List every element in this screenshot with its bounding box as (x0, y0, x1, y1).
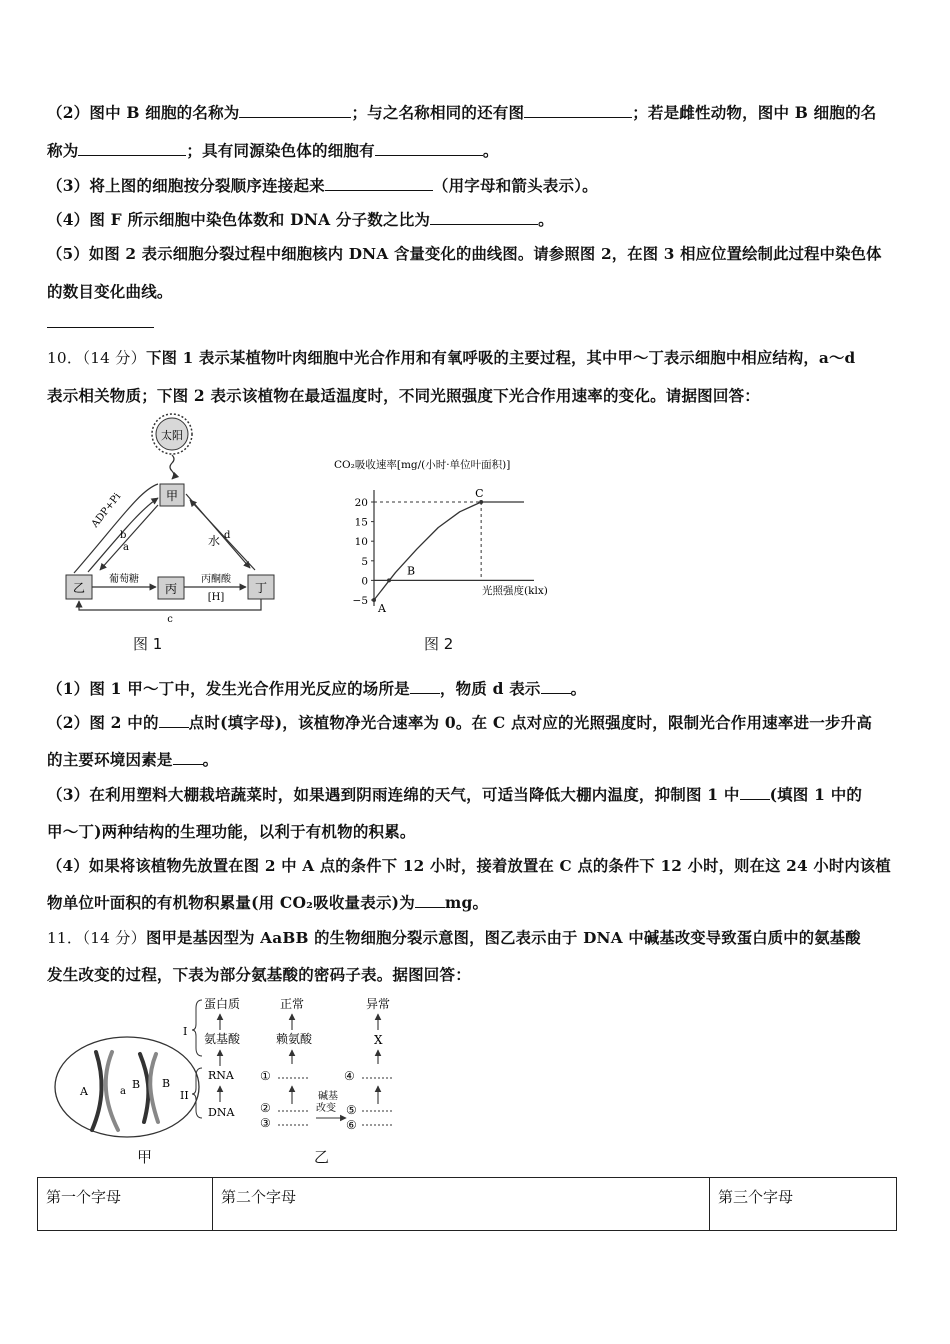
q10-intro-line2: 表示相关物质；下图 2 表示该植物在最适温度时，不同光照强度下光合作用速率的变化。请据图回答： (47, 386, 760, 405)
svg-text:丙: 丙 (164, 582, 178, 596)
box-yi (66, 575, 92, 599)
svg-text:RNA: RNA (208, 1069, 234, 1082)
svg-text:b: b (120, 530, 127, 541)
svg-text:c: c (167, 614, 173, 625)
q9-part2-line1: （2）图中 B 细胞的名称为 ；与之名称相同的还有图 ；若是雌性动物，图中 B 细胞的名 (47, 103, 877, 122)
q10-sub4-line2: 物单位叶面积的有机物积累量(用 CO₂吸收量表示)为 mg。 (47, 893, 489, 912)
svg-text:甲: 甲 (165, 489, 179, 503)
y-tick-label: −5 (352, 595, 368, 607)
box-jia (160, 484, 184, 506)
q10-sub1: （1）图 1 甲～丁中，发生光合作用光反应的场所是 ，物质 d 表示 。 (47, 679, 587, 698)
svg-text:太阳: 太阳 (161, 429, 183, 442)
svg-text:碱基: 碱基 (318, 1091, 338, 1102)
svg-text:④: ④ (344, 1069, 355, 1083)
box-ding (248, 575, 274, 599)
q9-part5-line2: 的数目变化曲线。 (47, 282, 173, 301)
svg-text:B: B (162, 1077, 171, 1090)
svg-text:丁: 丁 (254, 581, 268, 595)
svg-text:B: B (132, 1078, 141, 1091)
q11-intro-line2: 发生改变的过程，下表为部分氨基酸的密码子表。据图回答： (47, 965, 471, 984)
chart-xlabel: 光照强度(klx) (482, 585, 548, 597)
svg-text:X: X (374, 1033, 383, 1047)
y-tick-label: 0 (361, 575, 368, 588)
point-B (387, 578, 391, 582)
y-tick-label: 5 (361, 555, 368, 568)
svg-text:DNA: DNA (208, 1106, 235, 1119)
table-header-cell: 第二个字母 (213, 1178, 710, 1231)
svg-text:[H]: [H] (207, 592, 225, 603)
point-label-C: C (475, 487, 484, 500)
q10-sub2-line2: 的主要环境因素是 。 (47, 750, 219, 769)
y-tick-label: 20 (354, 497, 368, 509)
figure-yi-caption: 乙 (314, 1148, 330, 1166)
answer-blank[interactable] (415, 893, 445, 908)
svg-text:氨基酸: 氨基酸 (204, 1032, 241, 1046)
y-tick-label: 10 (354, 536, 368, 549)
answer-blank[interactable] (524, 103, 632, 118)
point-C (479, 500, 483, 504)
point-label-A: A (378, 602, 386, 615)
svg-text:改变: 改变 (316, 1103, 336, 1114)
svg-text:a: a (123, 542, 129, 553)
svg-text:⑤: ⑤ (346, 1103, 357, 1117)
answer-blank[interactable] (159, 713, 189, 728)
answer-blank[interactable] (325, 176, 433, 191)
point-A (372, 598, 376, 602)
svg-text:A: A (80, 1085, 88, 1098)
figure-jia-caption: 甲 (137, 1148, 153, 1166)
answer-blank[interactable] (239, 103, 351, 118)
answer-blank[interactable] (541, 679, 571, 694)
q9-part5-line1: （5）如图 2 表示细胞分裂过程中细胞核内 DNA 含量变化的曲线图。请参照图 2，在图 3 相应位置绘制此过程中染色体 (47, 245, 882, 263)
y-tick-label: 15 (354, 516, 368, 529)
svg-text:乙: 乙 (72, 581, 86, 595)
figure-yi-mutation (180, 994, 400, 1134)
svg-text:蛋白质: 蛋白质 (204, 997, 241, 1011)
table-header-cell: 第一个字母 (38, 1178, 213, 1231)
svg-text:异常: 异常 (366, 997, 391, 1011)
q11-intro-line1: 11．（14 分）图甲是基因型为 AaBB 的生物细胞分裂示意图，图乙表示由于 DNA 中碱基改变导致蛋白质中的氨基酸 (47, 929, 861, 947)
sun-icon (152, 414, 192, 454)
figure-1-caption: 图 1 (133, 635, 163, 653)
q10-intro-line1: 10．（14 分）下图 1 表示某植物叶肉细胞中光合作用和有氧呼吸的主要过程，其中甲～丁表示细胞中相应结构，a～d (47, 349, 856, 367)
question-number: 11．（14 分） (47, 929, 147, 947)
svg-text:⑥: ⑥ (346, 1118, 357, 1132)
figure-2-chart (332, 452, 572, 622)
figure-1-diagram (60, 410, 290, 625)
svg-text:d: d (224, 530, 231, 541)
q10-sub2-line1: （2）图 2 中的 点时(填字母)，该植物净光合速率为 0。在 C 点对应的光照强度时，限制光合作用速率进一步升高 (47, 713, 873, 732)
answer-blank[interactable] (740, 785, 770, 800)
figure-2-caption: 图 2 (424, 635, 454, 653)
point-label-B: B (407, 564, 416, 578)
question-number: 10．（14 分） (47, 349, 147, 367)
svg-text:②: ② (260, 1101, 271, 1115)
q10-sub3-line2: 甲～丁)两种结构的生理功能，以利于有机物的积累。 (47, 822, 416, 841)
answer-blank[interactable] (375, 141, 483, 156)
svg-text:丙酮酸: 丙酮酸 (201, 574, 231, 585)
svg-text:①: ① (260, 1069, 271, 1083)
svg-text:ADP+Pi: ADP+Pi (89, 491, 124, 530)
svg-text:a: a (120, 1086, 126, 1097)
answer-blank[interactable] (410, 679, 440, 694)
svg-text:赖氨酸: 赖氨酸 (276, 1032, 313, 1046)
answer-blank[interactable] (430, 210, 538, 225)
q9-part4: （4）图 F 所示细胞中染色体数和 DNA 分子数之比为 。 (47, 210, 554, 229)
svg-text:I: I (183, 1025, 188, 1038)
svg-text:水: 水 (208, 534, 221, 548)
svg-text:③: ③ (260, 1116, 271, 1130)
q10-sub3-line1: （3）在利用塑料大棚栽培蔬菜时，如果遇到阴雨连绵的天气，可适当降低大棚内温度，抑制图 1 中 (填图 1 中的 (47, 785, 863, 804)
svg-text:II: II (180, 1089, 189, 1102)
box-bing (158, 577, 184, 599)
chart-title: CO₂吸收速率[mg/(小时·单位叶面积)] (334, 459, 511, 471)
codon-table (37, 1177, 897, 1231)
q9-part2-line2: 称为 ；具有同源染色体的细胞有 。 (47, 141, 499, 160)
svg-text:正常: 正常 (280, 997, 305, 1011)
svg-text:葡萄糖: 葡萄糖 (109, 574, 139, 585)
separator-line (47, 327, 154, 328)
answer-blank[interactable] (78, 141, 186, 156)
table-header-cell: 第三个字母 (710, 1178, 897, 1231)
table-row (38, 1178, 897, 1231)
q9-part3: （3）将上图的细胞按分裂顺序连接起来 （用字母和箭头表示）。 (47, 176, 598, 195)
q10-sub4-line1: （4）如果将该植物先放置在图 2 中 A 点的条件下 12 小时，接着放置在 C 点的条件下 12 小时，则在这 24 小时内该植 (47, 857, 891, 875)
answer-blank[interactable] (173, 750, 203, 765)
